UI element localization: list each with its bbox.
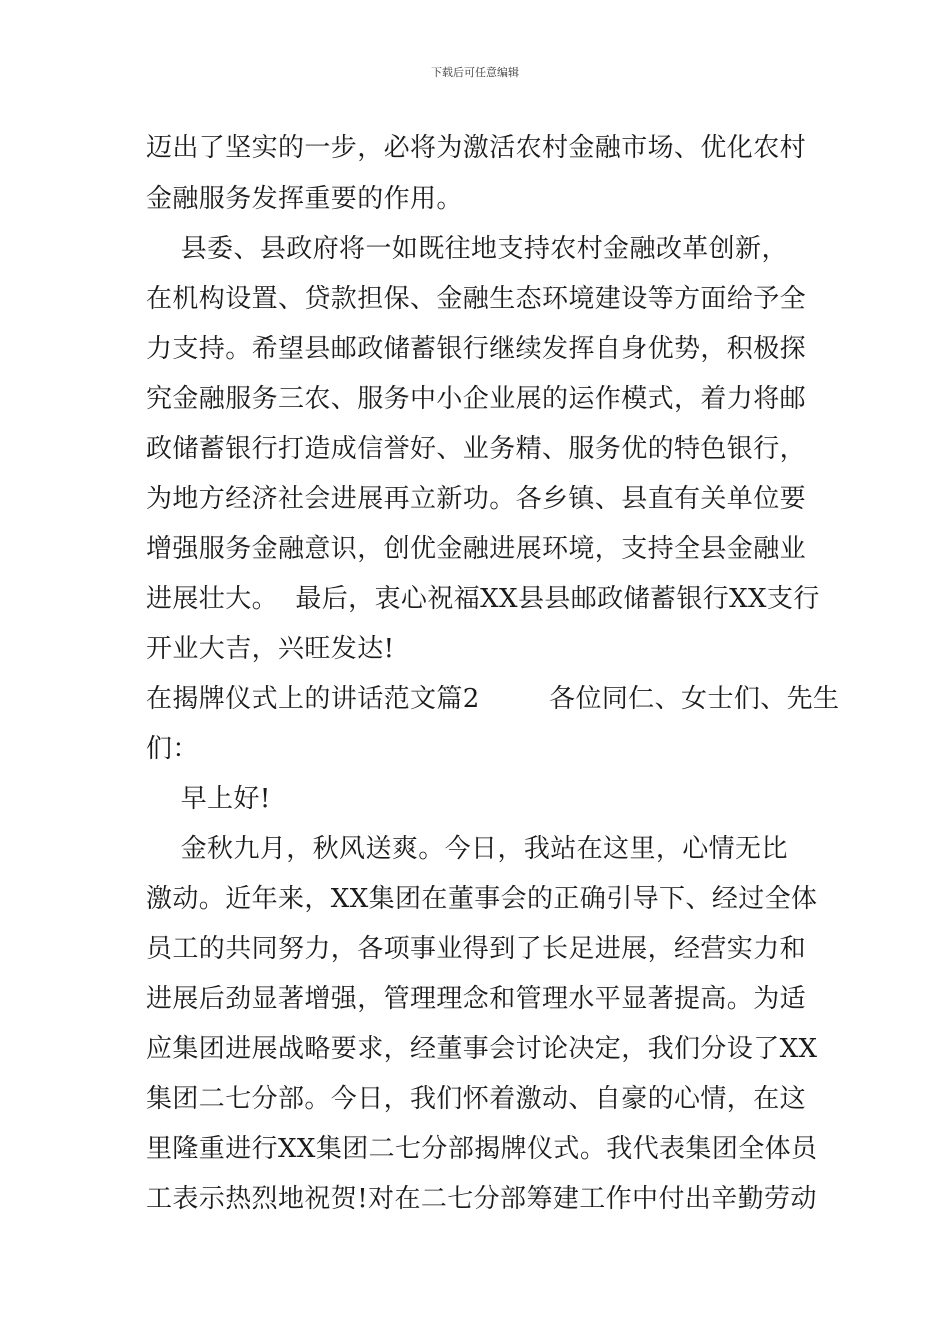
text-line: 在机构设置、贷款担保、金融生态环境建设等方面给予全 — [146, 284, 807, 314]
text-line: 迈出了坚实的一步，必将为激活农村金融市场、优化农村 — [146, 133, 807, 163]
text-line: 金融服务发挥重要的作用。 — [146, 184, 463, 214]
text-line: 工表示热烈地祝贺!对在二七分部筹建工作中付出辛勤劳动 — [146, 1184, 817, 1214]
text-line: 里隆重进行XX集团二七分部揭牌仪式。我代表集团全体员 — [146, 1134, 818, 1164]
text-line: 集团二七分部。今日，我们怀着激动、自豪的心情，在这 — [146, 1084, 807, 1114]
text-line: 政储蓄银行打造成信誉好、业务精、服务优的特色银行， — [146, 434, 807, 464]
text-line: 县委、县政府将一如既往地支持农村金融改革创新， — [146, 234, 788, 264]
page-header: 下载后可任意编辑 — [431, 66, 519, 79]
text-line: 增强服务金融意识，创优金融进展环境，支持全县金融业 — [146, 534, 807, 564]
text-line: 进展壮大。 最后，衷心祝福XX县县邮政储蓄银行XX支行 — [146, 584, 820, 614]
text-line: 进展后劲显著增强，管理理念和管理水平显著提高。为适 — [146, 984, 807, 1014]
text-line: 开业大吉，兴旺发达! — [146, 634, 395, 664]
text-line: 为地方经济社会进展再立新功。各乡镇、县直有关单位要 — [146, 484, 807, 514]
text-line: 激动。近年来，XX集团在董事会的正确引导下、经过全体 — [146, 884, 818, 914]
section-heading-line: 在揭牌仪式上的讲话范文篇2 各位同仁、女士们、先生 — [146, 684, 840, 714]
text-line: 金秋九月，秋风送爽。今日，我站在这里，心情无比 — [146, 834, 788, 864]
text-line: 早上好! — [146, 784, 271, 814]
text-line: 究金融服务三农、服务中小企业展的运作模式，着力将邮 — [146, 384, 807, 414]
text-line: 员工的共同努力，各项事业得到了长足进展，经营实力和 — [146, 934, 807, 964]
text-line: 们： — [146, 734, 199, 764]
text-line: 应集团进展战略要求，经董事会讨论决定，我们分设了XX — [146, 1034, 818, 1064]
text-line: 力支持。希望县邮政储蓄银行继续发挥自身优势，积极探 — [146, 334, 807, 364]
